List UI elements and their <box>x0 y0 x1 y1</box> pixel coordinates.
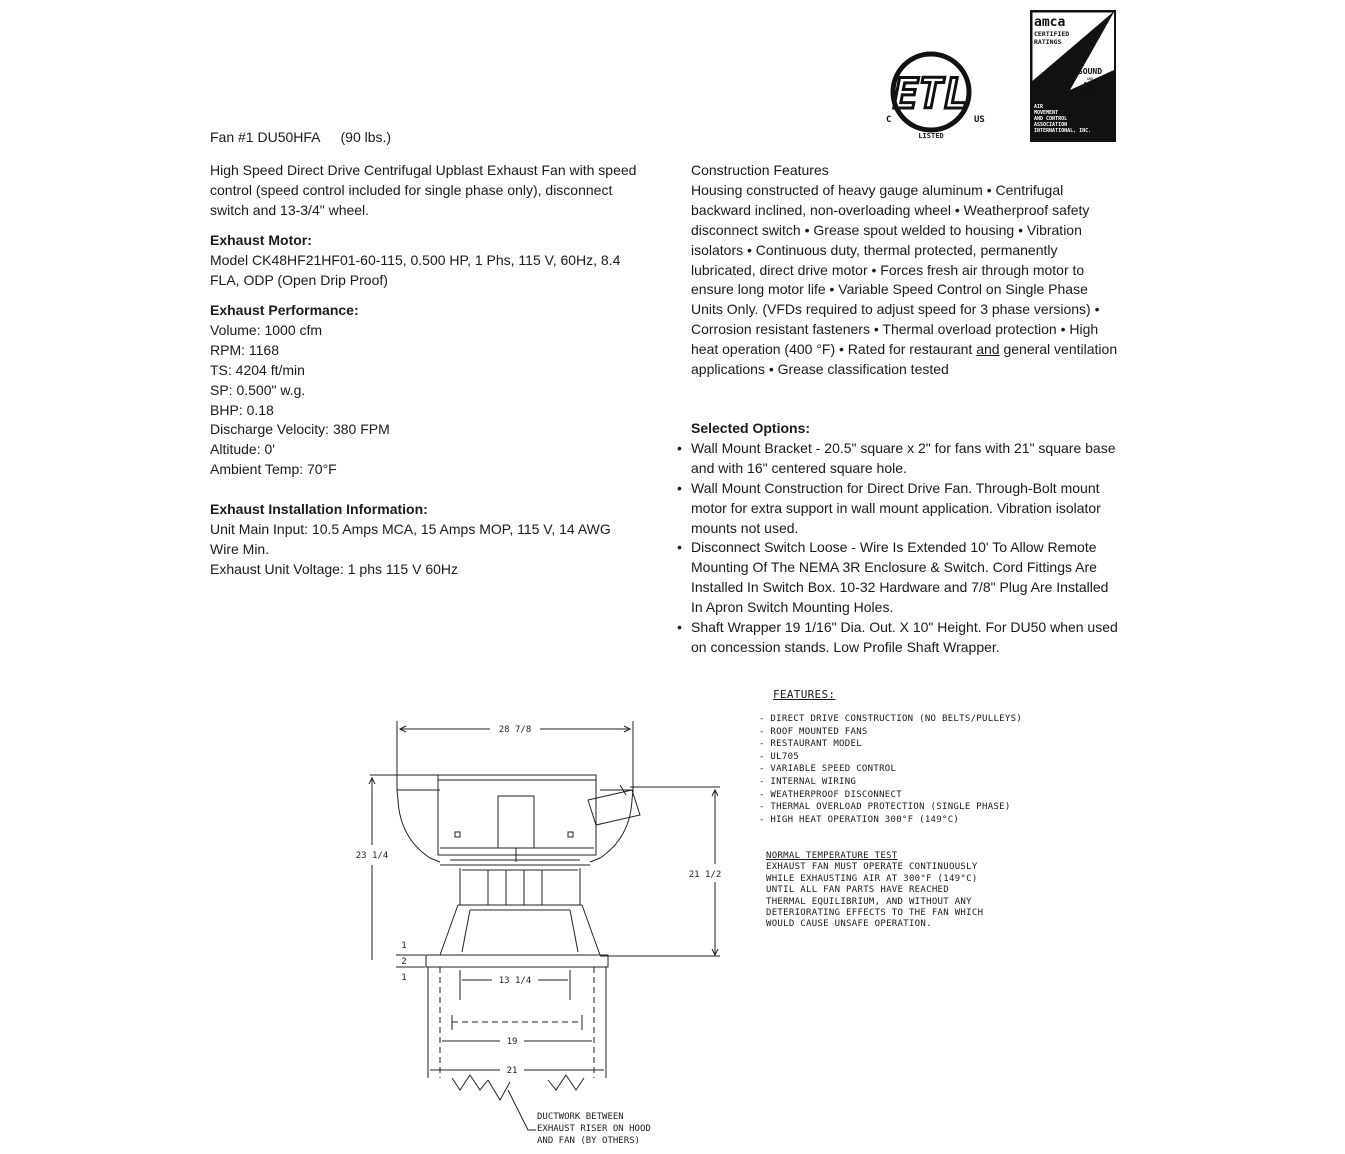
exhaust-performance-section <box>210 301 650 480</box>
features-title: FEATURES: <box>773 688 836 701</box>
temperature-test-line: WOULD CAUSE UNSAFE OPERATION. <box>766 919 932 930</box>
callout-line: AND FAN (BY OTHERS) <box>537 1136 640 1146</box>
construction-line: Units Only. (VFDs required to adjust speed for 3 phase versions) • <box>691 301 1100 318</box>
features-list <box>759 713 1022 826</box>
temperature-test-line: WHILE EXHAUSTING AIR AT 300°F (149°C) <box>766 873 978 884</box>
bullet-dot: • <box>677 539 682 556</box>
construction-line: lubricated, direct drive motor • Forces fresh air through motor to <box>691 261 1085 278</box>
amca-air: AIR <box>1082 81 1098 90</box>
performance-discharge-velocity: Discharge Velocity: 380 FPM <box>210 421 390 438</box>
option-line: motor for extra support in wall mount application. Vibration isolator <box>691 499 1101 516</box>
option-line: Wall Mount Bracket - 20.5" square x 2" for fans with 21" square base <box>691 439 1116 456</box>
installation-line: Exhaust Unit Voltage: 1 phs 115 V 60Hz <box>210 560 459 577</box>
option-item <box>677 439 1131 479</box>
construction-line: Corrosion resistant fasteners • Thermal overload protection • High <box>691 321 1099 338</box>
option-line: Installed In Switch Box. 10-32 Hardware and 7/8" Plug Are Installed <box>691 579 1109 596</box>
exhaust-motor-section <box>210 231 650 291</box>
amca-certified-logo <box>1030 10 1116 142</box>
fan-technical-drawing <box>340 700 740 1150</box>
performance-altitude: Altitude: 0' <box>210 441 275 458</box>
feature-item: - VARIABLE SPEED CONTROL <box>759 764 897 775</box>
option-line: In Apron Switch Mounting Holes. <box>691 599 894 616</box>
construction-heading: Construction Features <box>691 162 829 178</box>
feature-item: - HIGH HEAT OPERATION 300°F (149°C) <box>759 814 960 825</box>
installation-section <box>210 500 650 580</box>
temperature-test-line: EXHAUST FAN MUST OPERATE CONTINUOUSLY <box>766 862 978 873</box>
selected-options-section <box>677 419 1131 658</box>
temperature-test-title: NORMAL TEMPERATURE TEST <box>766 851 898 861</box>
option-line: Mounting Of The NEMA 3R Enclosure & Switch. Cord Fittings Are <box>691 559 1097 576</box>
option-item <box>677 618 1131 658</box>
temperature-test-note <box>766 851 983 931</box>
option-line: Disconnect Switch Loose - Wire Is Extended 10' To Allow Remote <box>691 539 1097 556</box>
selected-options-list <box>677 439 1131 658</box>
amca-performance: PERFORMANCE <box>1078 90 1102 94</box>
dim-duct-outer: 21 <box>506 1066 518 1076</box>
fan-title: Fan #1 DU50HFA <box>210 129 321 145</box>
temperature-test-line: UNTIL ALL FAN PARTS HAVE REACHED <box>766 885 949 896</box>
exhaust-motor-line: FLA, ODP (Open Drip Proof) <box>210 271 388 288</box>
amca-bottom-line-3: AND CONTROL <box>1034 116 1068 122</box>
amca-top-line-1: CERTIFIED <box>1034 30 1070 38</box>
temperature-test-line: DETERIORATING EFFECTS TO THE FAN WHICH <box>766 908 984 919</box>
option-line: Shaft Wrapper 19 1/16" Dia. Out. X 10" Height. For DU50 when used <box>691 619 1118 636</box>
feature-item: - UL705 <box>759 751 800 762</box>
exhaust-motor-heading: Exhaust Motor: <box>210 232 312 248</box>
performance-sp: SP: 0.500" w.g. <box>210 381 306 398</box>
dim-base-top: 1 <box>401 941 407 951</box>
temperature-test-line: THERMAL EQUILIBRIUM, AND WITHOUT ANY <box>766 896 972 907</box>
dim-left-height: 23 1/4 <box>355 851 389 861</box>
installation-line: Unit Main Input: 10.5 Amps MCA, 15 Amps MOP, 115 V, 14 AWG <box>210 520 611 537</box>
description-line: High Speed Direct Drive Centrifugal Upblast Exhaust Fan with speed <box>210 162 637 178</box>
drawing-features-block <box>773 688 835 702</box>
construction-line: backward inclined, non-overloading wheel • Weatherproof safety <box>691 201 1090 218</box>
installation-line: Wire Min. <box>210 540 270 557</box>
amca-bottom-line-2: MOVEMENT <box>1034 110 1059 116</box>
dim-right-height: 21 1/2 <box>688 870 722 880</box>
option-line: and with 16" centered square hole. <box>691 459 907 476</box>
fan-title-row <box>210 128 650 148</box>
bullet-dot: • <box>677 479 682 496</box>
etl-listed-label: LISTED <box>918 132 944 140</box>
option-item <box>677 479 1131 539</box>
amca-bottom-line-5: INTERNATIONAL, INC. <box>1034 128 1092 134</box>
construction-line <box>691 340 1131 360</box>
amca-brand: amca <box>1034 15 1066 30</box>
bullet-dot: • <box>677 619 682 636</box>
construction-line: isolators • Continuous duty, thermal protected, permanently <box>691 241 1058 258</box>
construction-line-part: general ventilation <box>999 341 1118 358</box>
amca-sound: SOUND <box>1077 67 1103 76</box>
construction-features-section <box>691 161 1131 380</box>
etl-us-mark: US <box>974 115 985 125</box>
feature-item: - DIRECT DRIVE CONSTRUCTION (NO BELTS/PULLEYS) <box>759 714 1023 724</box>
option-line: on concession stands. Low Profile Shaft Wrapper. <box>691 638 1000 655</box>
exhaust-performance-heading: Exhaust Performance: <box>210 302 359 318</box>
fan-weight: (90 lbs.) <box>340 129 392 145</box>
feature-item: - RESTAURANT MODEL <box>759 739 862 750</box>
performance-ambient-temp: Ambient Temp: 70°F <box>210 461 337 478</box>
selected-options-heading: Selected Options: <box>691 420 811 436</box>
construction-line: disconnect switch • Grease spout welded to housing • Vibration <box>691 221 1082 238</box>
callout-line: EXHAUST RISER ON HOOD <box>537 1124 651 1134</box>
construction-line: Housing constructed of heavy gauge aluminum • Centrifugal <box>691 181 1064 198</box>
amca-top-line-2: RATINGS <box>1034 38 1062 46</box>
dim-inner-width: 13 1/4 <box>498 976 532 986</box>
dim-top-width: 28 7/8 <box>498 725 532 735</box>
feature-item: - WEATHERPROOF DISCONNECT <box>759 789 902 800</box>
performance-volume: Volume: 1000 cfm <box>210 321 323 338</box>
dim-base-bot: 1 <box>401 973 407 983</box>
construction-underlined-word: and <box>976 341 1000 358</box>
etl-listed-logo <box>876 46 996 146</box>
performance-bhp: BHP: 0.18 <box>210 401 274 418</box>
option-line: mounts not used. <box>691 519 799 536</box>
dim-duct-inner: 19 <box>506 1037 518 1047</box>
exhaust-motor-line: Model CK48HF21HF01-60-115, 0.500 HP, 1 Phs, 115 V, 60Hz, 8.4 <box>210 251 621 268</box>
construction-line-part: heat operation (400 °F) • Rated for restaurant <box>691 341 977 358</box>
construction-line: applications • Grease classification tested <box>691 361 949 378</box>
installation-heading: Exhaust Installation Information: <box>210 501 428 517</box>
description-line: control (speed control included for single phase only), disconnect <box>210 181 613 198</box>
callout-line: DUCTWORK BETWEEN <box>537 1112 624 1122</box>
option-line: Wall Mount Construction for Direct Drive Fan. Through-Bolt mount <box>691 479 1100 496</box>
amca-bottom-line-1: AIR <box>1034 104 1044 110</box>
amca-bottom-line-4: ASSOCIATION <box>1034 122 1068 128</box>
bullet-dot: • <box>677 439 682 456</box>
performance-ts: TS: 4204 ft/min <box>210 361 305 378</box>
performance-rpm: RPM: 1168 <box>210 341 279 358</box>
feature-item: - THERMAL OVERLOAD PROTECTION (SINGLE PHASE) <box>759 802 1011 813</box>
option-item <box>677 538 1131 618</box>
construction-line: ensure long motor life • Variable Speed Control on Single Phase <box>691 281 1088 298</box>
feature-item: - ROOF MOUNTED FANS <box>759 726 868 737</box>
etl-c-mark: C <box>886 115 892 125</box>
dim-base-mid: 2 <box>401 957 407 967</box>
description-line: switch and 13-3/4" wheel. <box>210 201 370 218</box>
svg-text:ETL: ETL <box>893 69 969 118</box>
amca-and: AND <box>1086 77 1094 81</box>
feature-item: - INTERNAL WIRING <box>759 776 857 787</box>
fan-description <box>210 161 650 221</box>
